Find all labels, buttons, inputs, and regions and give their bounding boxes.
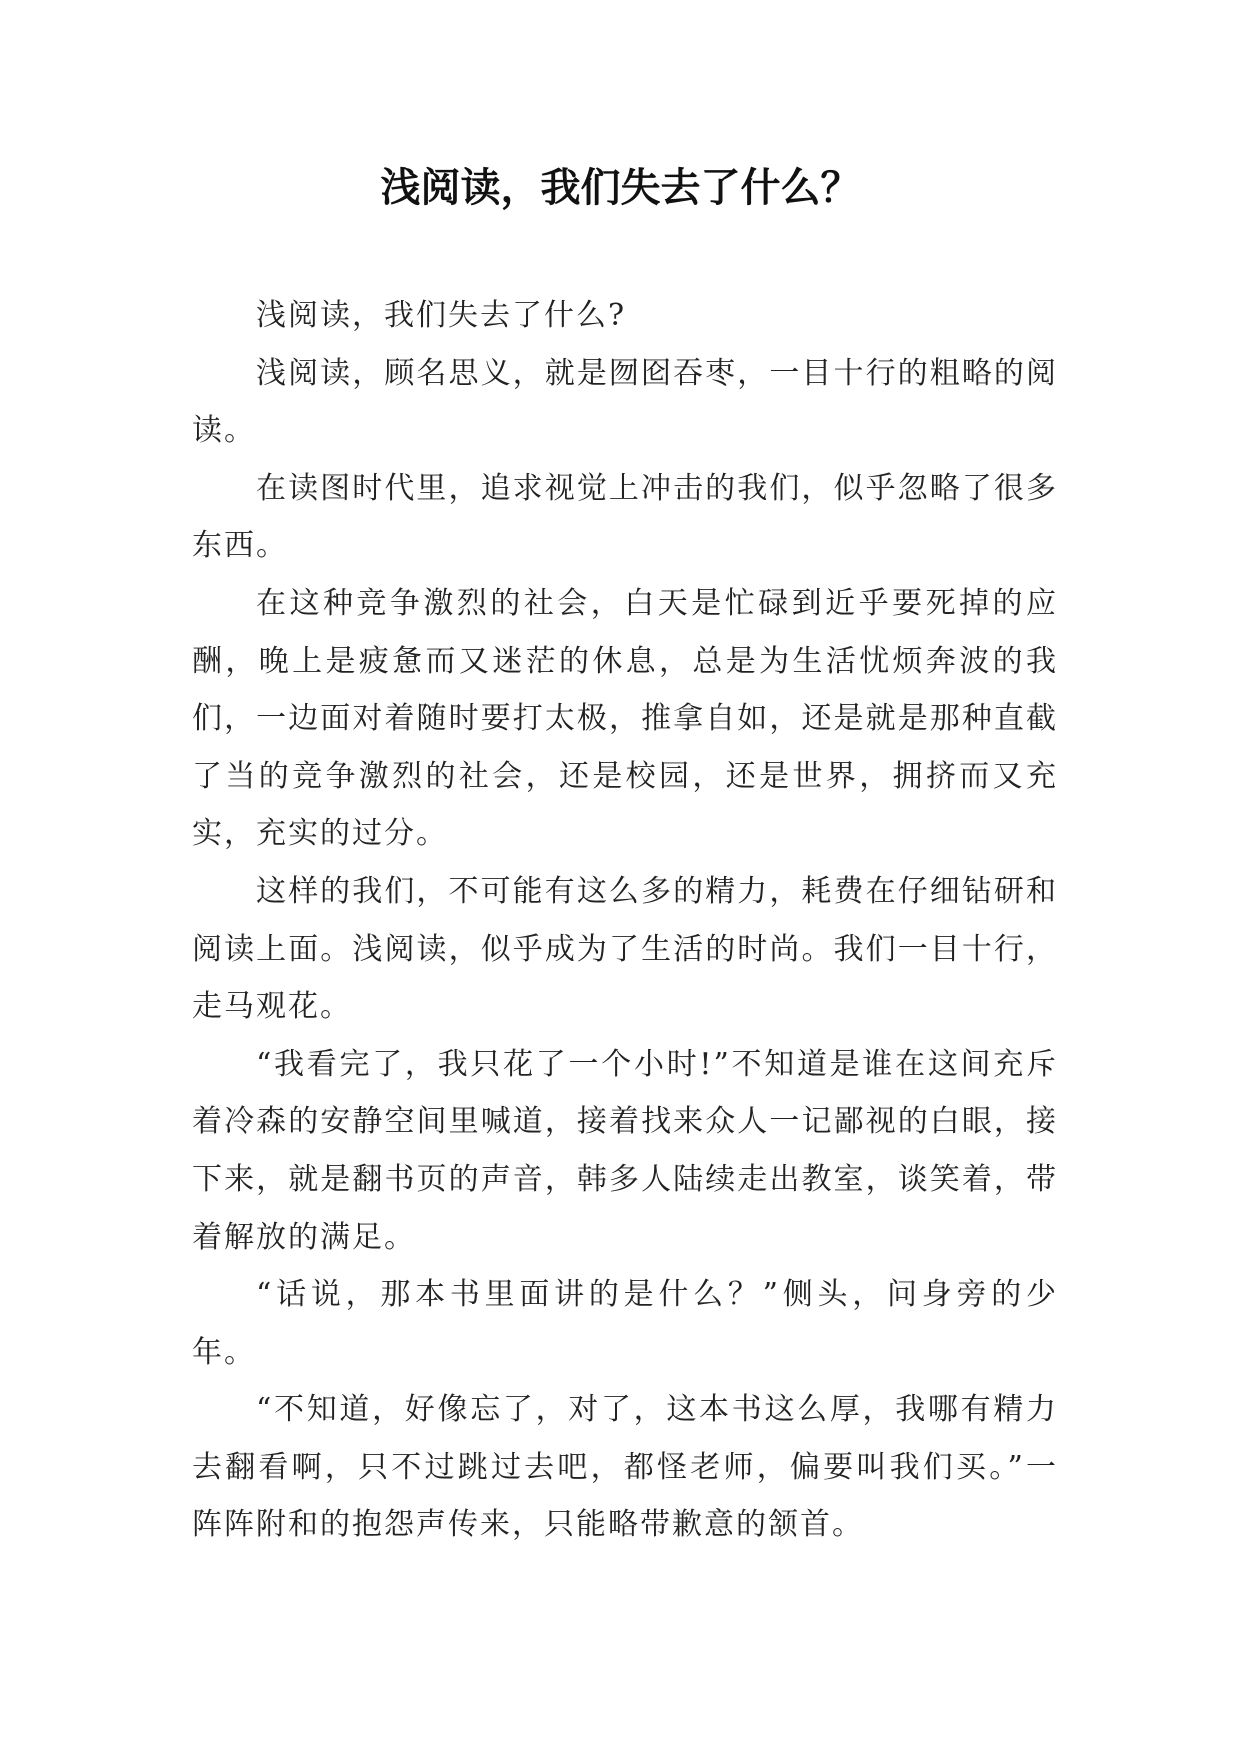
paragraph: “不知道，好像忘了，对了，这本书这么厚，我哪有精力去翻看啊，只不过跳过去吧，都怪老师，偏要叫我们买。”一阵阵附和的抱怨声传来，只能略带歉意的颔首。 xyxy=(192,1392,1058,1543)
paragraph: 这样的我们，不可能有这么多的精力，耗费在仔细钻研和阅读上面。浅阅读，似乎成为了生活的时尚。我们一目十行，走马观花。 xyxy=(192,873,1058,1025)
paragraph: 浅阅读，我们失去了什么? xyxy=(256,298,627,333)
document-title: 浅阅读，我们失去了什么？ xyxy=(380,164,861,211)
paragraph: 浅阅读，顾名思义，就是囫囵吞枣，一目十行的粗略的阅读。 xyxy=(192,355,1058,449)
paragraph: 在这种竞争激烈的社会，白天是忙碌到近乎要死掉的应酬，晚上是疲惫而又迷茫的休息，总是为生活忧烦奔波的我们，一边面对着随时要打太极，推拿自如，还是就是那种直截了当的竞争激烈的社会，还是校园，还是世界，拥挤而又充实，充实的过分。 xyxy=(192,585,1058,852)
paragraph: 在读图时代里，追求视觉上冲击的我们，似乎忽略了很多东西。 xyxy=(192,470,1058,564)
document-body xyxy=(192,287,1058,1554)
paragraph: “话说，那本书里面讲的是什么？”侧头，问身旁的少年。 xyxy=(192,1277,1058,1370)
paragraph: “我看完了，我只花了一个小时!”不知道是谁在这间充斥着冷森的安静空间里喊道，接着找来众人一记鄙视的白眼，接下来，就是翻书页的声音，韩多人陆续走出教室，谈笑着，带着解放的满足。 xyxy=(192,1046,1058,1255)
